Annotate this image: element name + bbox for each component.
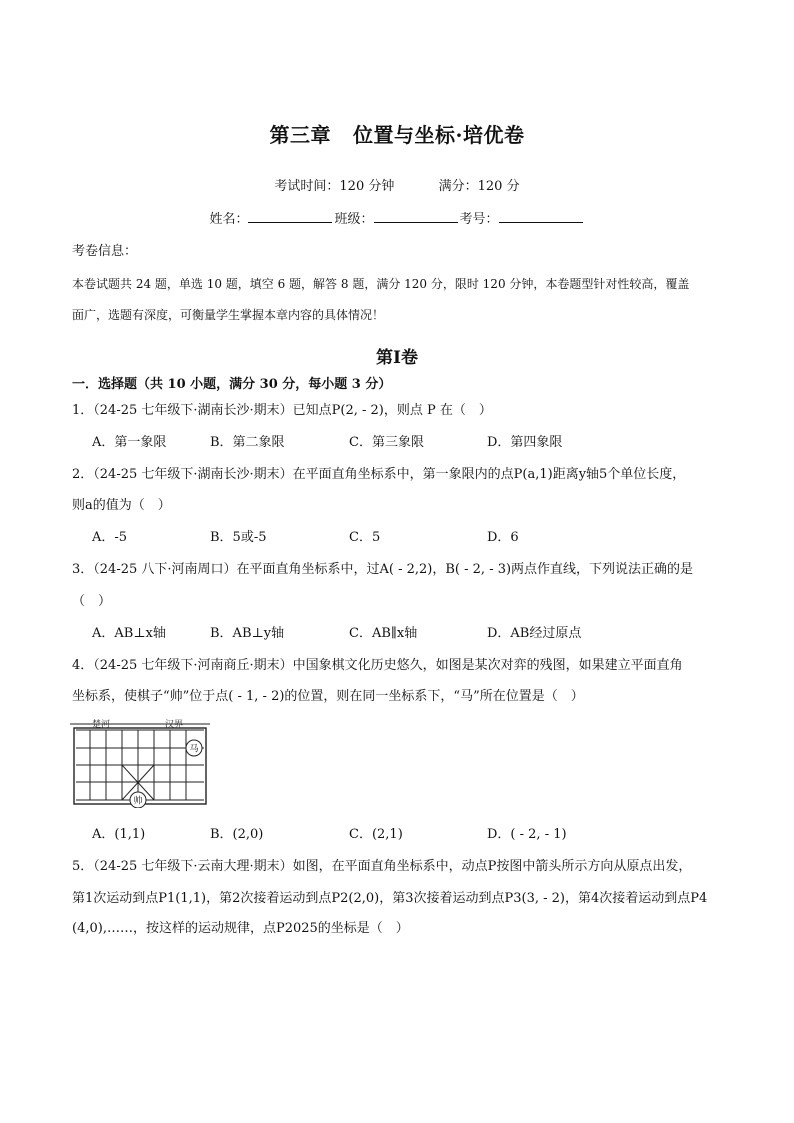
number-field[interactable] [499, 210, 583, 223]
q3-option-b[interactable]: B．AB⊥y轴 [210, 626, 285, 641]
q4-stem-line2: 坐标系，使棋子“帅”位于点( - 1, - 2)的位置，则在同一坐标系下，“马”所在位置是（ ） [72, 689, 584, 704]
q2-stem-line1: 2．（24-25 七年级下·湖南长沙·期末）在平面直角坐标系中，第一象限内的点P(a,1)距离y轴5个单位长度， [72, 467, 686, 482]
info-line-1: 本卷试题共 24 题，单选 10 题，填空 6 题，解答 8 题，满分 120 分，限时 120 分钟，本卷题型针对性较高，覆盖 [72, 277, 690, 291]
q3-option-c[interactable]: C．AB∥x轴 [349, 626, 418, 641]
q5-stem-line3: (4,0),……，按这样的运动规律，点P2025的坐标是（ ） [72, 921, 409, 936]
exam-time: 考试时间：120 分钟 [274, 179, 395, 194]
q4-stem-line1: 4．（24-25 七年级下·河南商丘·期末）中国象棋文化历史悠久，如图是某次对弈的残图，如果建立平面直角 [72, 658, 683, 673]
q4-option-c[interactable]: C．(2,1) [349, 827, 403, 842]
title-topic: 位置与坐标·培优卷 [353, 123, 525, 147]
class-label: 班级： [334, 212, 374, 227]
q1-stem: 1．（24-25 七年级下·湖南长沙·期末）已知点P(2, - 2)，则点 P 在（ ） [72, 403, 492, 418]
class-field[interactable] [374, 210, 458, 223]
title-chapter: 第三章 [269, 123, 332, 147]
info-line-2: 面广，选题有深度，可衡量学生掌握本章内容的具体情况！ [72, 308, 385, 322]
q2-option-c[interactable]: C．5 [349, 530, 381, 545]
page-title [0, 119, 794, 148]
q2-option-d[interactable]: D．6 [487, 530, 519, 545]
board-label-left: 楚河 [92, 720, 111, 730]
info-heading: 考卷信息： [72, 244, 138, 259]
board-label-right: 汉界 [165, 720, 184, 730]
number-label: 考号： [459, 212, 499, 227]
q1-option-d[interactable]: D．第四象限 [487, 435, 563, 450]
chess-board-figure [70, 718, 210, 808]
piece-shuai-label: 帅 [133, 796, 143, 807]
exam-meta [0, 178, 794, 196]
q4-option-b[interactable]: B．(2,0) [210, 827, 264, 842]
full-score: 满分：120 分 [438, 179, 520, 194]
q3-stem-line2: （ ） [72, 594, 112, 609]
q2-stem-line2: 则a的值为（ ） [72, 498, 171, 513]
piece-ma [186, 740, 202, 756]
q1-option-b[interactable]: B．第二象限 [210, 435, 285, 450]
q3-option-a[interactable]: A．AB⊥x轴 [92, 626, 166, 641]
part1-heading: 一．选择题（共 10 小题，满分 30 分，每小题 3 分） [72, 377, 392, 392]
piece-shuai [130, 792, 146, 808]
student-fields [0, 210, 794, 229]
piece-ma-label: 马 [189, 744, 199, 755]
name-label: 姓名： [209, 212, 249, 227]
q4-option-d[interactable]: D．( - 2, - 1) [487, 827, 567, 842]
volume-heading: 第Ⅰ卷 [376, 348, 418, 368]
q3-stem-line1: 3．（24-25 八下·河南周口）在平面直角坐标系中，过A( - 2,2)，B( - 2, - 3)两点作直线，下列说法正确的是 [72, 562, 694, 577]
q5-stem-line2: 第1次运动到点P1(1,1)，第2次接着运动到点P2(2,0)，第3次接着运动到点P3(3, - 2)，第4次接着运动到点P4 [72, 891, 708, 906]
name-field[interactable] [248, 210, 332, 223]
q4-option-a[interactable]: A．(1,1) [92, 827, 146, 842]
q2-option-a[interactable]: A．-5 [92, 530, 128, 545]
q3-option-d[interactable]: D．AB经过原点 [487, 626, 582, 641]
q1-option-a[interactable]: A．第一象限 [92, 435, 167, 450]
q1-option-c[interactable]: C．第三象限 [349, 435, 424, 450]
q2-option-b[interactable]: B．5或-5 [210, 530, 267, 545]
q5-stem-line1: 5．（24-25 七年级下·云南大理·期末）如图，在平面直角坐标系中，动点P按图中箭头所示方向从原点出发， [72, 859, 692, 874]
